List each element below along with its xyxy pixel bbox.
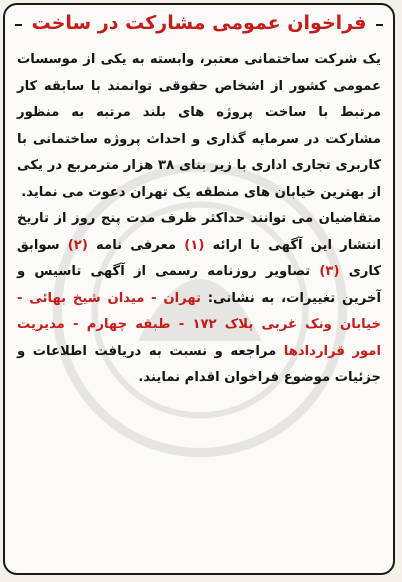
notice-card xyxy=(3,3,395,575)
requirements-lead: متقاضیان می توانند حداکثر ظرف مدت پنج روز از تاریخ انتشار این آگهی با ارائه xyxy=(17,211,381,253)
notice-body xyxy=(17,47,381,392)
closing-text: مراجعه و نسبت به دریافت اطلاعات و جزئیات موضوع فراخوان اقدام نمایند. xyxy=(17,343,381,385)
item-2-number: (۲) xyxy=(67,237,88,253)
item-3-number: (۳) xyxy=(319,264,340,279)
notice-title: فراخوان عمومی مشارکت در ساخت xyxy=(22,9,377,37)
item-1-text: معرفی نامه xyxy=(96,237,177,253)
address-text: تهران - میدان شیخ بهائی - خیابان ونک غربی پلاک ۱۷۲ - طبقه چهارم - مدیریت امور قراردادها xyxy=(17,290,381,359)
title-bar xyxy=(5,9,393,39)
item-2-text: سوابق کاری xyxy=(17,237,382,279)
requirements-paragraph xyxy=(17,206,381,392)
item-1-number: (۱) xyxy=(184,237,205,253)
item-3-text: تصاویر روزنامه رسمی از آگهی تاسیس و آخرین تغییرات، به نشانی: xyxy=(17,264,382,306)
intro-paragraph: یک شرکت ساختمانی معتبر، وابسته به یکی از موسسات عمومی کشور از اشخاص حقوقی توانمند با سابقه کار مرتبط با ساخت پروژه های بلند مرتبه به منظور مشارکت در سرمایه گذاری و احداث پروژه ساختمانی با کاربری تجاری اداری با زیر بنای ۳۸ هزار مترمربع در یکی از بهترین خیابان های منطقه یک تهران دعوت می نماید. xyxy=(17,52,381,200)
